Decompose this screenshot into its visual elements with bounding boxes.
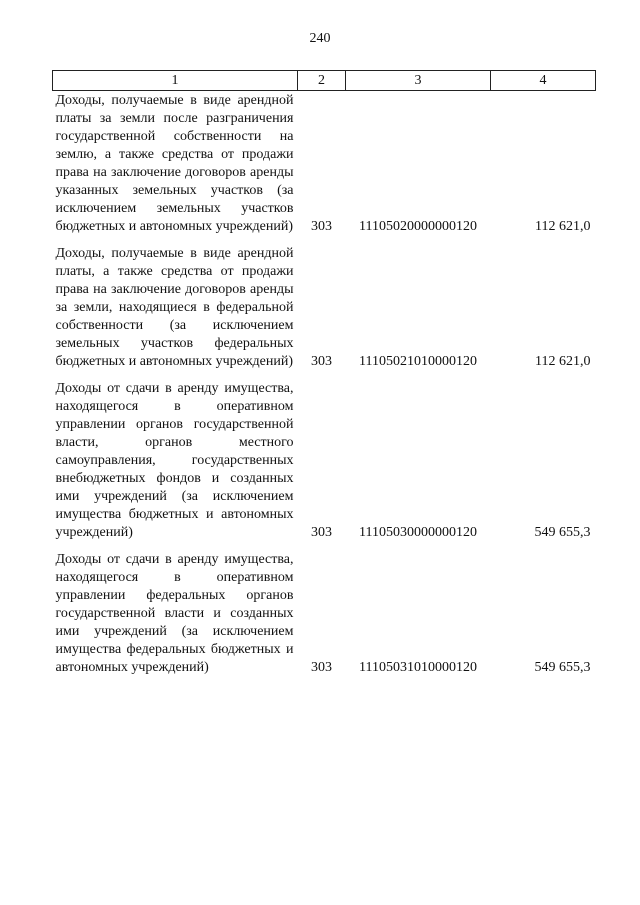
row-amount: 112 621,0	[535, 354, 591, 369]
row-admin-code: 303	[311, 525, 332, 540]
row-admin-code: 303	[311, 660, 332, 675]
column-header-4: 4	[491, 71, 596, 91]
row-classification-code: 11105031010000120	[359, 660, 477, 675]
row-description: Доходы от сдачи в аренду имущества, находящегося в оперативном управлении федеральных органов государственной власти и созданных ими учреждений (за исключением имущества федеральных бюджетных и автономных учреждений)	[55, 552, 294, 675]
table-row	[53, 377, 596, 548]
table-row	[53, 91, 596, 243]
row-description: Доходы, получаемые в виде арендной платы, а также средства от продажи права на заключение договоров аренды за земли, находящиеся в федеральной собственности (за исключением земельных участков федеральных бюджетных и автономных учреждений)	[55, 246, 294, 369]
budget-income-table	[52, 70, 596, 683]
column-header-1: 1	[53, 71, 298, 91]
row-description: Доходы, получаемые в виде арендной платы за земли после разграничения государственной собственности на землю, а также средства от продажи права на заключение договоров аренды указанных земельных участков (за исключением земельных участков бюджетных и автономных учреждений)	[55, 93, 294, 234]
row-description: Доходы от сдачи в аренду имущества, находящегося в оперативном управлении органов государственной власти, органов местного самоуправления, государственных внебюджетных фондов и созданных ими учреждений (за исключением имущества бюджетных и автономных учреждений)	[55, 381, 294, 540]
row-admin-code: 303	[311, 354, 332, 369]
column-header-3: 3	[346, 71, 491, 91]
row-admin-code: 303	[311, 219, 332, 234]
row-amount: 549 655,3	[534, 660, 591, 675]
row-amount: 112 621,0	[535, 219, 591, 234]
row-classification-code: 11105020000000120	[359, 219, 477, 234]
table-row	[53, 242, 596, 377]
row-classification-code: 11105021010000120	[359, 354, 477, 369]
page-number: 240	[309, 31, 331, 46]
row-amount: 549 655,3	[534, 525, 591, 540]
row-classification-code: 11105030000000120	[359, 525, 477, 540]
table-row	[53, 548, 596, 683]
column-number-header	[53, 71, 596, 91]
column-header-2: 2	[298, 71, 346, 91]
